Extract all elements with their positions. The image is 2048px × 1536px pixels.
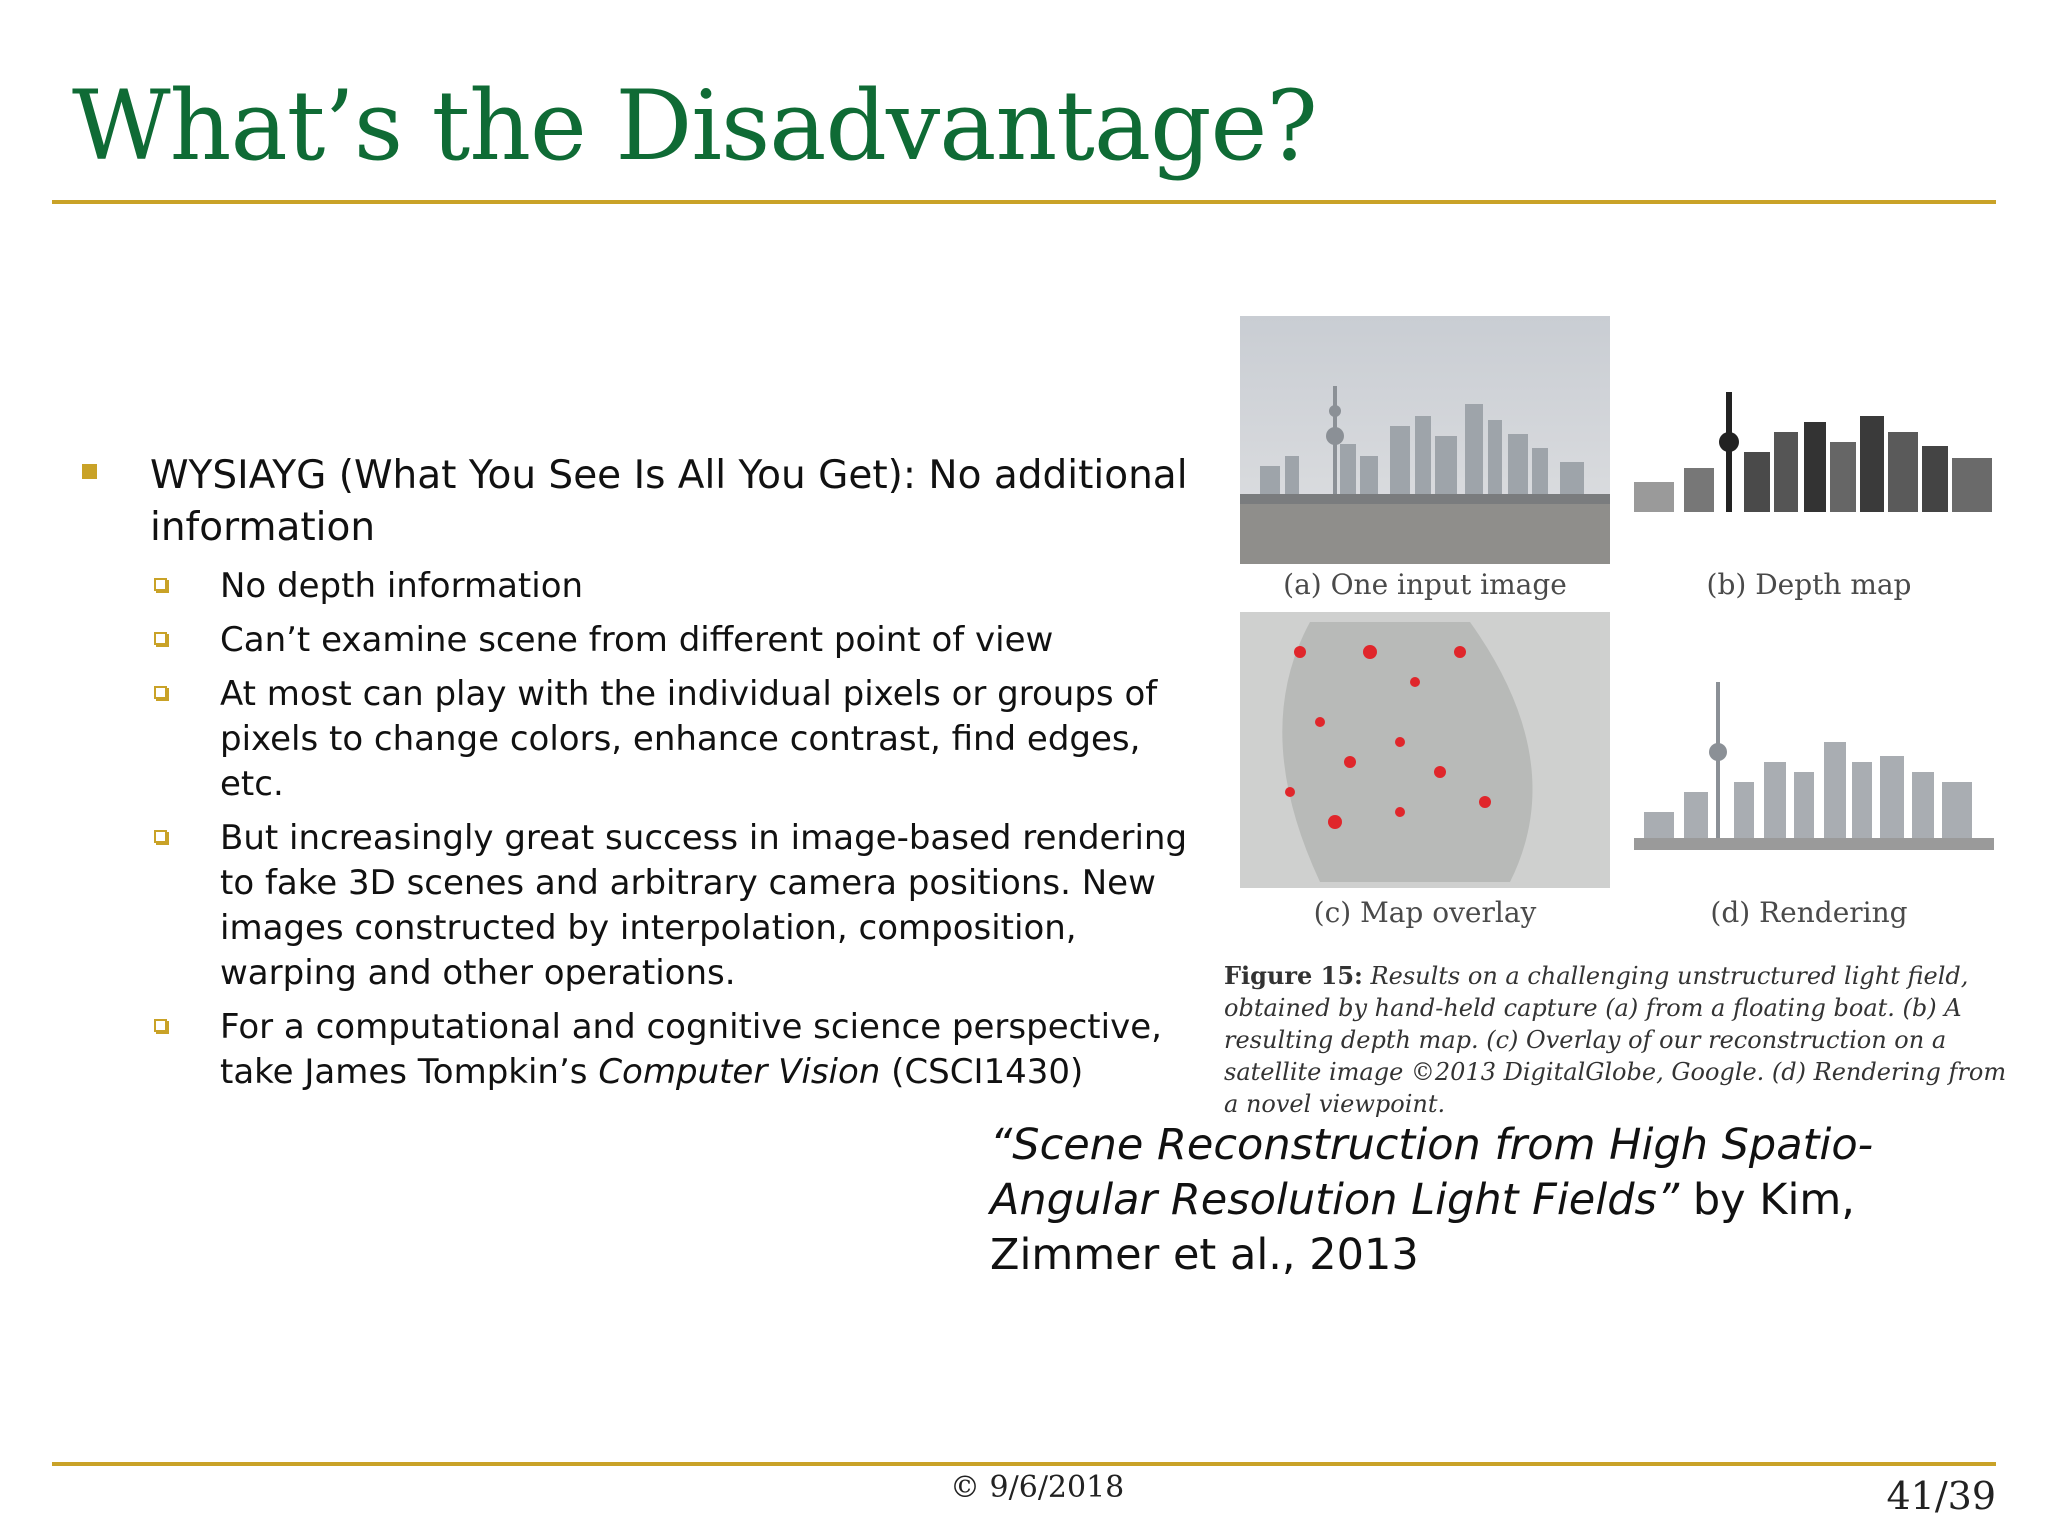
- subbullet: [78, 618, 1198, 663]
- subbullet-box-icon: [154, 578, 167, 591]
- subbullet-box-icon: [154, 1019, 167, 1032]
- subbullet-box-icon: [154, 686, 167, 699]
- bullet-list: [78, 450, 1198, 1104]
- paper-reference: [990, 1118, 2000, 1283]
- figure-caption: [1224, 960, 2024, 1120]
- figure-caption-text: Results on a challenging unstructured light field, obtained by hand-held capture (a) from a floating boat. (b) A resulting depth map. (c) Overlay of our reconstruction on a satellite image ©2013 DigitalGlobe, Google. (d) Rendering from a novel viewpoint.: [1224, 962, 2007, 1118]
- input-image-panel: [1240, 316, 1610, 564]
- subbullet: [78, 672, 1198, 807]
- figure-caption-label: Figure 15:: [1224, 961, 1363, 990]
- subbullet-text: But increasingly great success in image-based rendering to fake 3D scenes and arbitrary camera positions. New images constructed by interpolation, composition, warping and other operations.: [220, 818, 1188, 993]
- panel-b-caption: (b) Depth map: [1706, 568, 1912, 601]
- subbullet-box-icon: [154, 632, 167, 645]
- subbullet-box-icon: [154, 830, 167, 843]
- bullet-main: [78, 450, 1198, 554]
- subbullet-text: Can’t examine scene from different point of view: [220, 620, 1054, 660]
- rendering-panel: [1624, 672, 2004, 872]
- paper-authors: by Kim, Zimmer et al., 2013: [990, 1175, 1855, 1280]
- subbullet-text: No depth information: [220, 566, 584, 606]
- bullet-main-text: WYSIAYG (What You See Is All You Get): No additional information: [150, 453, 1188, 550]
- title-divider: [52, 200, 1996, 204]
- panel-a-caption: (a) One input image: [1283, 568, 1567, 601]
- footer-date: © 9/6/2018: [950, 1470, 1125, 1505]
- footer-divider: [52, 1462, 1996, 1466]
- page-number: 41/39: [1886, 1474, 1996, 1518]
- subbullet-text: At most can play with the individual pixels or groups of pixels to change colors, enhance contrast, find edges, etc.: [220, 674, 1158, 804]
- subbullet: [78, 816, 1198, 996]
- subbullet-text: [220, 1007, 1162, 1092]
- map-overlay-panel: [1240, 612, 1610, 888]
- subbullet: [78, 564, 1198, 609]
- slide-title: What’s the Disadvantage?: [72, 70, 1317, 182]
- bullet-square-icon: [82, 464, 97, 479]
- panel-d-caption: (d) Rendering: [1710, 896, 1908, 929]
- paper-title: “Scene Reconstruction from High Spatio-Angular Resolution Light Fields”: [990, 1120, 1874, 1225]
- subbullet-text-suffix: (CSCI1430): [880, 1052, 1084, 1092]
- course-name: Computer Vision: [598, 1052, 881, 1092]
- panel-c-caption: (c) Map overlay: [1313, 896, 1537, 929]
- subbullet: [78, 1005, 1198, 1095]
- subbullet-text-prefix: For a computational and cognitive science perspective, take James Tompkin’s: [220, 1007, 1162, 1092]
- depth-map-panel: [1624, 372, 2004, 522]
